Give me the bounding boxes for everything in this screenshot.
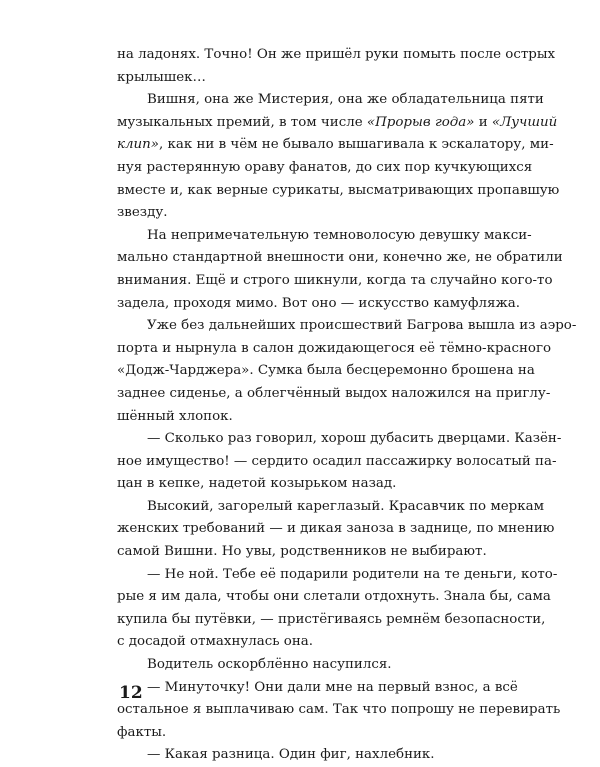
- text-line: «Додж-Чарджера». Сумка была бесцеремонно брошена на: [117, 363, 535, 379]
- text-line: цан в кепке, надетой козырьком назад.: [117, 476, 397, 492]
- text-run: музыкальных премий, в том числе: [117, 114, 367, 130]
- text-line: женских требований — и дикая заноза в заднице, по мнению: [117, 521, 555, 537]
- text-line: факты.: [117, 724, 167, 740]
- text-line: купила бы путёвки, — пристёгиваясь ремнём безопасности,: [117, 611, 546, 627]
- award-title: «Прорыв года»: [366, 114, 475, 130]
- text-line: самой Вишни. Но увы, родственников не выбирают.: [117, 544, 487, 560]
- page-number: 12: [119, 683, 143, 703]
- text-line: [117, 134, 554, 157]
- text-line: задела, проходя мимо. Вот оно — искусство камуфляжа.: [117, 295, 521, 311]
- text-line: [117, 112, 558, 135]
- text-line: На непримечательную темноволосую девушку макси-: [147, 227, 532, 243]
- text-line: — Какая разница. Один фиг, нахлебник.: [147, 747, 435, 763]
- text-line: вместе и, как верные сурикаты, высматривающих пропавшую: [117, 182, 560, 198]
- text-run: и: [474, 114, 492, 130]
- text-line: нуя растерянную ораву фанатов, до сих пор кучкующихся: [117, 159, 533, 175]
- award-title: «Лучший: [491, 114, 558, 130]
- text-line: рые я им дала, чтобы они слетали отдохнуть. Знала бы, сама: [117, 589, 551, 605]
- text-line: — Минуточку! Они дали мне на первый взнос, а всё: [147, 679, 518, 695]
- text-line: порта и нырнула в салон дожидающегося её тёмно-красного: [117, 340, 552, 356]
- text-line: — Не ной. Тебе её подарили родители на те деньги, кото-: [147, 566, 558, 582]
- text-line: Водитель оскорблённо насупился.: [147, 657, 392, 673]
- text-line: крылышек…: [117, 69, 206, 85]
- body-text: [117, 44, 577, 767]
- text-line: Вишня, она же Мистерия, она же обладательница пяти: [147, 92, 544, 108]
- text-line: Высокий, загорелый кареглазый. Красавчик по меркам: [147, 498, 545, 514]
- text-line: на ладонях. Точно! Он же пришёл руки помыть после острых: [117, 47, 556, 62]
- text-line: ное имущество! — сердито осадил пассажирку волосатый па-: [117, 453, 557, 469]
- text-line: внимания. Ещё и строго шикнули, когда та случайно кого-то: [117, 272, 553, 288]
- text-line: звезду.: [117, 205, 168, 221]
- text-line: шённый хлопок.: [117, 408, 233, 424]
- text-line: с досадой отмахнулась она.: [117, 634, 314, 650]
- text-line: заднее сиденье, а облегчённый выдох наложился на приглу-: [117, 385, 551, 401]
- text-run: , как ни в чём не бывало вышагивала к эскалатору, ми-: [158, 137, 554, 153]
- text-line: остальное я выплачиваю сам. Так что попрошу не перевирать: [117, 702, 561, 718]
- text-line: Уже без дальнейших происшествий Багрова вышла из аэро-: [147, 318, 577, 334]
- award-title: клип»: [117, 137, 159, 153]
- text-line: мально стандартной внешности они, конечно же, не обратили: [117, 250, 563, 266]
- text-line: — Сколько раз говорил, хорош дубасить дверцами. Казён-: [147, 431, 562, 447]
